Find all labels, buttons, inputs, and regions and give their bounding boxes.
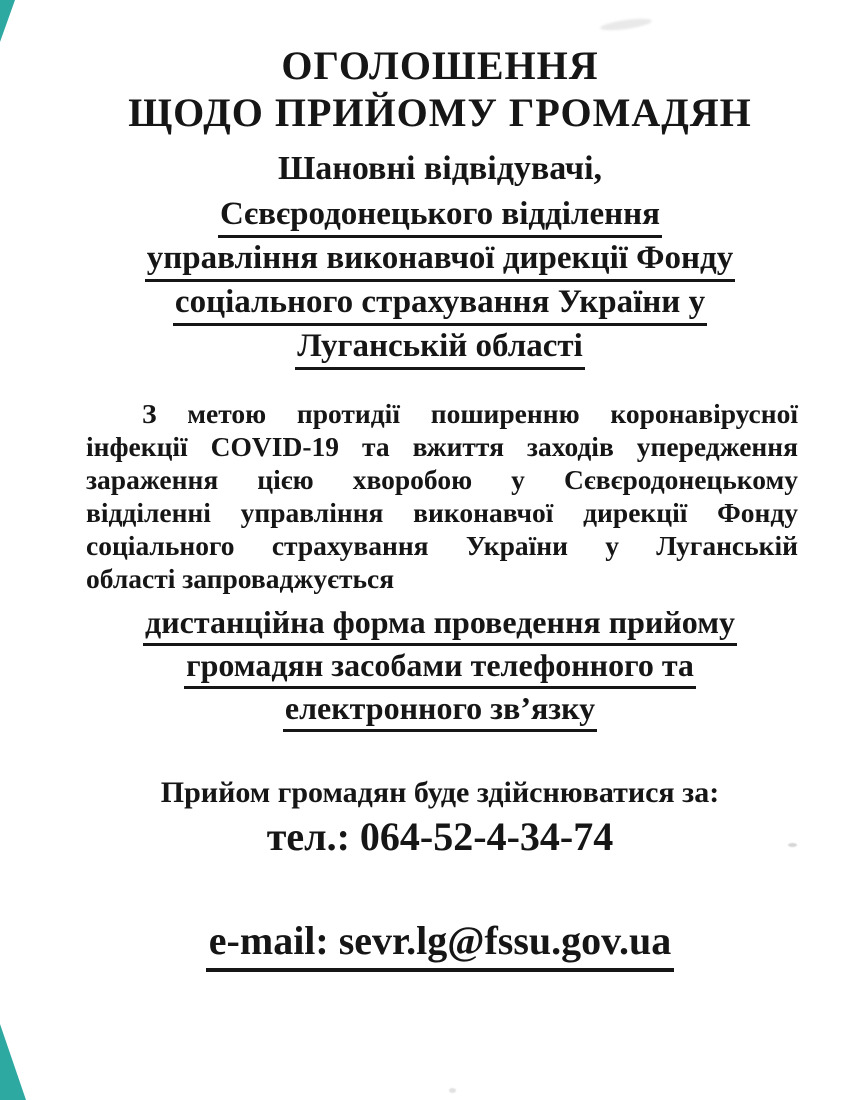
announcement-line <box>30 603 850 646</box>
page-title-line-1: ОГОЛОШЕННЯ <box>281 43 599 88</box>
organization-line <box>30 238 850 282</box>
announcement-line-text: електронного зв’язку <box>283 689 597 732</box>
body-paragraph-line: зараження цією хворобою у Сєвєродонецькому <box>86 464 798 495</box>
body-paragraph-line: З метою протидії поширенню коронавірусної <box>142 398 798 429</box>
organization-line-text: Луганській області <box>295 326 585 370</box>
body-paragraph-line: соціального страхування України у Луганській <box>86 530 798 561</box>
organization-line-text: Сєвєродонецького відділення <box>218 194 662 238</box>
body-paragraph-line: інфекції COVID-19 та вжиття заходів упередження <box>86 431 798 462</box>
announcement-line-text: дистанційна форма проведення прийому <box>143 603 737 646</box>
scan-corner-artifact-bottom-left <box>0 1024 26 1100</box>
email-address <box>30 918 850 972</box>
organization-line <box>30 326 850 370</box>
scan-corner-artifact-top-left <box>0 0 15 42</box>
organization-line <box>30 194 850 238</box>
page-title <box>30 42 850 136</box>
phone-number: тел.: 064-52-4-34-74 <box>266 814 614 859</box>
organization-line-text: соціального страхування України у <box>173 282 707 326</box>
announcement-line <box>30 689 850 732</box>
organization-line-text: управління виконавчої дирекції Фонду <box>145 238 735 282</box>
announcement-line-text: громадян засобами телефонного та <box>184 646 696 689</box>
organization-name <box>30 194 850 370</box>
body-paragraph-line: області запроваджується <box>86 563 395 594</box>
email-address-text: e-mail: sevr.lg@fssu.gov.ua <box>206 918 674 972</box>
salutation: Шановні відвідувачі, <box>277 150 603 187</box>
announcement-line <box>30 646 850 689</box>
body-paragraph <box>86 397 798 595</box>
contact-intro: Прийом громадян буде здійснюватися за: <box>160 776 720 809</box>
scan-speck-bottom <box>449 1088 456 1093</box>
remote-reception-announcement <box>30 603 850 732</box>
body-paragraph-line: відділенні управління виконавчої дирекції Фонду <box>86 497 798 528</box>
page-title-line-2: ЩОДО ПРИЙОМУ ГРОМАДЯН <box>128 90 752 135</box>
organization-line <box>30 282 850 326</box>
scan-smudge-top-right <box>600 16 653 32</box>
